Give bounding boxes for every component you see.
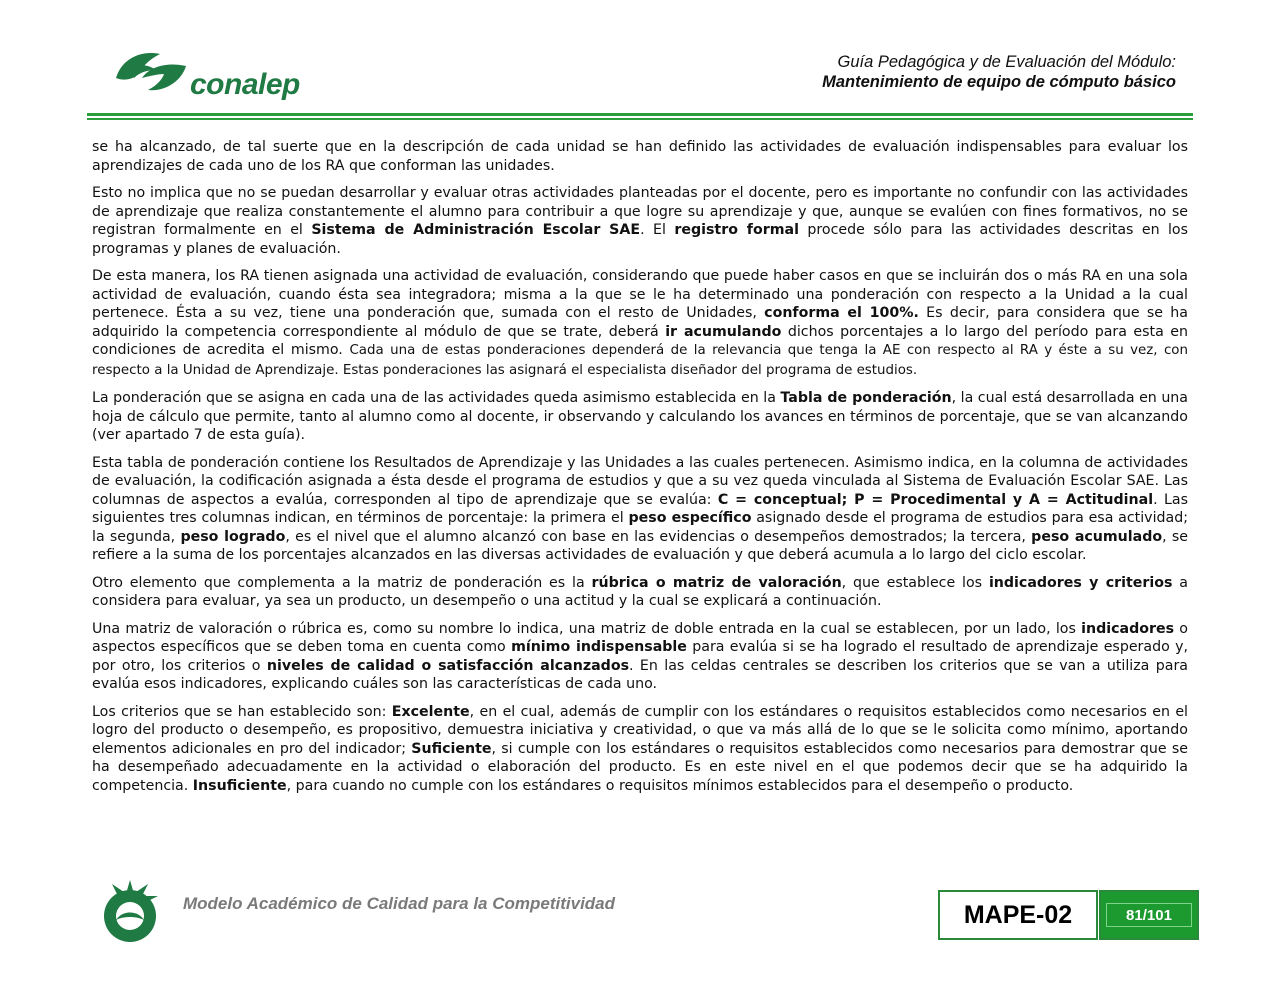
paragraph-3: De esta manera, los RA tienen asignada una actividad de evaluación, considerando que puede haber casos en que se incluirán dos o más RA en una sola actividad de evaluación, cuando ésta sea integradora; misma a la que se le ha determinado una ponderación con respecto a la Unidad a la cual pertenece. Ésta a su vez, tiene una ponderación que, sumada con el resto de Unidades, conforma el 100%. Es decir, para considera que se ha adquirido la competencia correspondiente al módulo de que se trate, deberá ir acumulando dichos porcentajes a lo largo del período para esta en condiciones de acredita el mismo. Cada una de estas ponderaciones dependerá de la relevancia que tenga la AE con respecto al RA y éste a su vez, con respecto a la Unidad de Aprendizaje. Estas ponderaciones las asignará el especialista diseñador del programa de estudios. <box>92 268 1188 378</box>
paragraph-4: La ponderación que se asigna en cada una de las actividades queda asimismo establecida en la Tabla de ponderación, la cual está desarrollada en una hoja de cálculo que permite, tanto al alumno como al docente, ir observando y calculando los avances en términos de porcentaje, que se van alcanzando (ver apartado 7 de esta guía). <box>92 390 1188 443</box>
page-body <box>92 138 1188 804</box>
document-title <box>822 52 1176 92</box>
document-code: MAPE-02 <box>938 890 1098 940</box>
paragraph-1: se ha alcanzado, de tal suerte que en la descripción de cada unidad se han definido las actividades de evaluación indispensables para evaluar los aprendizajes de cada uno de los RA que conforman las unidades. <box>92 139 1188 174</box>
document-title-line2: Mantenimiento de equipo de cómputo básico <box>822 73 1176 91</box>
paragraph-7: Una matriz de valoración o rúbrica es, como su nombre lo indica, una matriz de doble entrada en la cual se establecen, por un lado, los indicadores o aspectos específicos que se deben toma en cuenta como mínimo indispensable para evalúa si se ha logrado el resultado de aprendizaje esperado y, por otro, los criterios o niveles de calidad o satisfacción alcanzados. En las celdas centrales se describen los criterios que se van a utiliza para evalúa esos indicadores, explicando cuáles son las características de cada uno. <box>92 620 1188 692</box>
page-number-box <box>1099 890 1199 940</box>
paragraph-6: Otro elemento que complementa a la matriz de ponderación es la rúbrica o matriz de valoración, que establece los indicadores y criterios a considera para evaluar, ya sea un producto, un desempeño o una actitud y la cual se explicará a continuación. <box>92 574 1188 609</box>
paragraph-2: Esto no implica que no se puedan desarrollar y evaluar otras actividades planteadas por el docente, pero es importante no confundir con las actividades de aprendizaje que realiza constantemente el alumno para contribuir a que logre su aprendizaje y que, aunque se evalúen con fines formativos, no se registran formalmente en el Sistema de Administración Escolar SAE. El registro formal procede sólo para las actividades descritas en los programas y planes de evaluación. <box>92 185 1189 257</box>
header-divider-secondary <box>87 118 1193 120</box>
paragraph-5: Esta tabla de ponderación contiene los Resultados de Aprendizaje y las Unidades a las cuales pertenecen. Asimismo indica, en la columna de actividades de evaluación, la codificación asignada a ésta desde el programa de estudios y que a su vez queda vinculada al Sistema de Evaluación Escolar SAE. Las columnas de aspectos a evalúa, corresponden al tipo de aprendizaje que se evalúa: C = conceptual; P = Procedimental y A = Actitudinal. Las siguientes tres columnas indican, en términos de porcentaje: la primera el peso específico asignado desde el programa de estudios para esa actividad; la segunda, peso logrado, es el nivel que el alumno alcanzó con base en las evidencias o desempeños demostrados; la tercera, peso acumulado, se refiere a la suma de los porcentajes alcanzados en las diversas actividades de evaluación y que deberá acumula a lo largo del ciclo escolar. <box>92 454 1189 563</box>
logo-wordmark: conalep <box>190 68 300 101</box>
conalep-logo-icon <box>112 48 192 98</box>
document-title-line1: Guía Pedagógica y de Evaluación del Módulo: <box>837 53 1176 71</box>
paragraph-8: Los criterios que se han establecido son: Excelente, en el cual, además de cumplir con los estándares o requisitos establecidos como necesarios en el logro del producto o desempeño, es propositivo, demuestra iniciativa y creatividad, o que va más allá de lo que se le solicita como mínimo, aportando elementos adicionales en pro del indicador; Suficiente, si cumple con los estándares o requisitos establecidos como necesarios para demostrar que se ha desempeñado adecuadamente en la actividad o elaboración del producto. Es en este nivel en el que podemos decir que se ha adquirido la competencia. Insuficiente, para cuando no cumple con los estándares o requisitos mínimos establecidos para el desempeño o producto. <box>92 703 1188 794</box>
footer-tagline: Modelo Académico de Calidad para la Competitividad <box>183 894 616 913</box>
page-number: 81/101 <box>1106 903 1192 927</box>
header-divider <box>87 113 1193 116</box>
academic-model-seal-icon <box>96 876 164 944</box>
